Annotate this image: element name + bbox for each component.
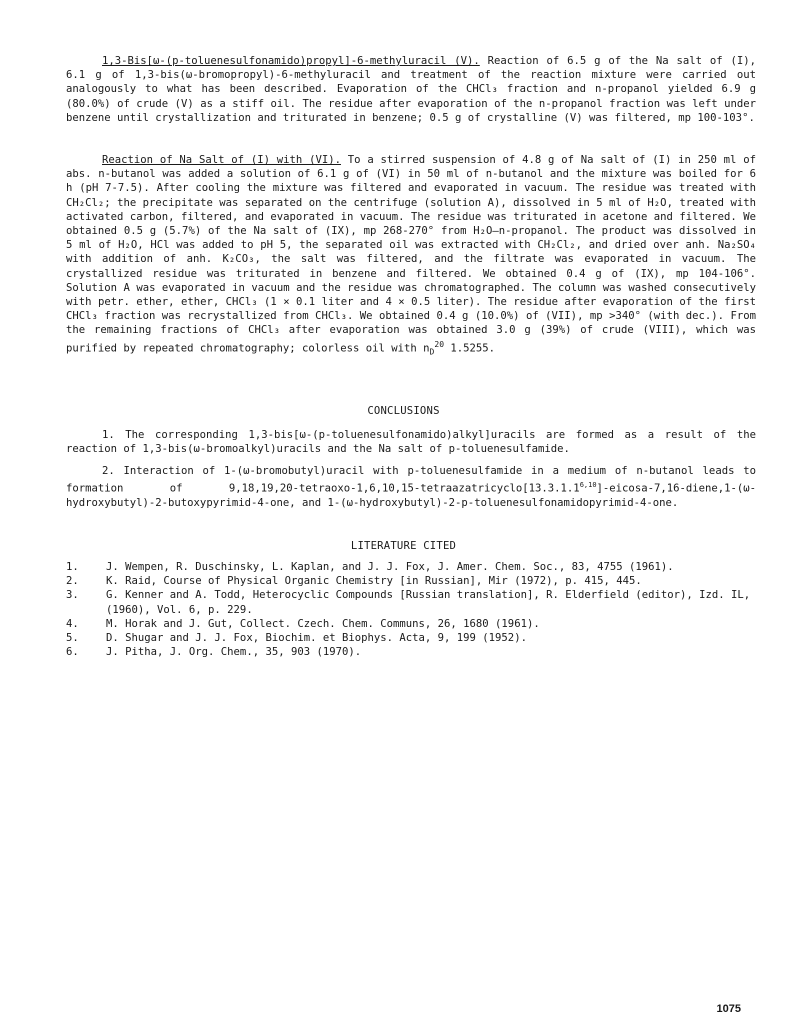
paragraph-body: Reaction of 6.5 g of the Na salt of (I), 6.1 g of 1,3-bis(ω-bromopropyl)-6-methyluracil and treatment of the reaction mixture were carried out analogously to what has been described. Evaporation of the CHCl₃ fraction and n-propanol yielded 6.9 g (80.0%) of crude (V) as a stiff oil. The residue after evaporation of the n-propanol fraction was left under benzene until crystallization and triturated in benzene; 0.5 g of crystalline (V) was filtered, mp 100-103°. — [66, 55, 756, 124]
reference-item — [66, 574, 766, 588]
reference-text: K. Raid, Course of Physical Organic Chemistry [in Russian], Mir (1972), p. 415, 445. — [106, 575, 642, 588]
conclusion-item-2-superscript: 6,10 — [579, 481, 597, 490]
conclusion-item-1: 1. The corresponding 1,3-bis[ω-(p-toluenesulfonamido)alkyl]uracils are formed as a result of the reaction of 1,3-bis(ω-bromoalkyl)uracils and the Na salt of p-toluenesulfamide. — [66, 429, 756, 456]
paragraph-title: Reaction of Na Salt of (I) with (VI). — [102, 154, 341, 166]
reference-item — [66, 560, 766, 574]
reference-number: 1. — [66, 561, 79, 573]
page-number: 1075 — [716, 1003, 741, 1015]
reference-item — [66, 645, 766, 659]
paragraph-na-salt-reaction — [66, 153, 756, 359]
refractive-index-superscript: 20 — [434, 339, 445, 349]
reference-number: 2. — [66, 575, 79, 588]
paragraph-body: To a stirred suspension of 4.8 g of Na salt of (I) in 250 ml of abs. n-butanol was added a solution of 6.1 g of (VI) in 50 ml of n-butanol and the mixture was boiled for 6 h (pH 7-7.5). After cooling the mixture was filtered and evaporated in vacuum. The residue was treated with CH₂Cl₂; the precipitate was separated on the centrifuge (solution A), dissolved in 5 ml of H₂O, treated with activated carbon, filtered, and evaporated in vacuum. The residue was triturated in acetone and filtered. We obtained 0.5 g (5.7%) of the Na salt of (IX), mp 268-270° from H₂O—n-propanol. The product was dissolved in 5 ml of H₂O, HCl was added to pH 5, the separated oil was extracted with CH₂Cl₂, and dried over anh. Na₂SO₄ with addition of anh. K₂CO₃, the salt was filtered, and the filtrate was evaporated in vacuum. The crystallized residue was triturated in benzene and filtered. We obtained 0.4 g of (IX), mp 104-106°. Solution A was evaporated in vacuum and the residue was chromatographed. The column was washed consecutively with petr. ether, ether, CHCl₃ (1 × 0.1 liter and 4 × 0.5 liter). The residue after evaporation of the first CHCl₃ fraction was recrystallized from CHCl₃. We obtained 0.4 g (10.0%) of (VII), mp >340° (with dec.). From the remaining fractions of CHCl₃ after evaporation was obtained 3.0 g (39%) of crude (VIII), which was purified by repeated chromatography; colorless oil with n — [66, 154, 756, 355]
reference-number: 5. — [66, 632, 79, 645]
reference-text: D. Shugar and J. J. Fox, Biochim. et Biophys. Acta, 9, 199 (1952). — [106, 632, 527, 645]
reference-list — [66, 560, 766, 659]
reference-text: J. Wempen, R. Duschinsky, L. Kaplan, and J. J. Fox, J. Amer. Chem. Soc., 83, 4755 (1961). — [106, 561, 674, 573]
conclusions-heading: CONCLUSIONS — [367, 405, 440, 417]
conclusion-item-2 — [66, 464, 756, 510]
reference-item — [66, 617, 766, 631]
refractive-index-subscript: D — [429, 347, 435, 357]
reference-number: 4. — [66, 617, 79, 630]
conclusion-item-2-text-a: 2. Interaction of 1-(ω-bromobutyl)uracil with p-toluenesulfamide in a medium of n-butanol leads to formation of 9,18,19,20-tetraoxo-1,6,10,15-tetraazatricyclo[13.3.1.1 — [66, 465, 756, 495]
refractive-index-value: 1.5255. — [444, 342, 496, 355]
reference-text: J. Pitha, J. Org. Chem., 35, 903 (1970). — [106, 646, 362, 659]
paragraph-compound-v — [66, 54, 756, 125]
reference-text: M. Horak and J. Gut, Collect. Czech. Chem. Communs, 26, 1680 (1961). — [106, 617, 540, 630]
reference-item — [66, 588, 766, 616]
reference-text: G. Kenner and A. Todd, Heterocyclic Compounds [Russian translation], R. Elderfield (editor), Izd. IL, (1960), Vol. 6, p. 229. — [106, 589, 751, 616]
literature-heading: LITERATURE CITED — [350, 540, 457, 552]
reference-item — [66, 631, 766, 645]
reference-number: 3. — [66, 589, 79, 602]
paragraph-title: 1,3-Bis[ω-(p-toluenesulfonamido)propyl]-6-methyluracil (V). — [102, 55, 480, 67]
reference-number: 6. — [66, 646, 79, 659]
conclusion-item-2-text-b: ]-eicosa-7,16-diene,1-(ω-hydroxybutyl)-2-butoxypyrimid-4-one, and 1-(ω-hydroxybutyl)-2-p-toluenesulfonamidopyrimid-4-one. — [66, 482, 756, 509]
